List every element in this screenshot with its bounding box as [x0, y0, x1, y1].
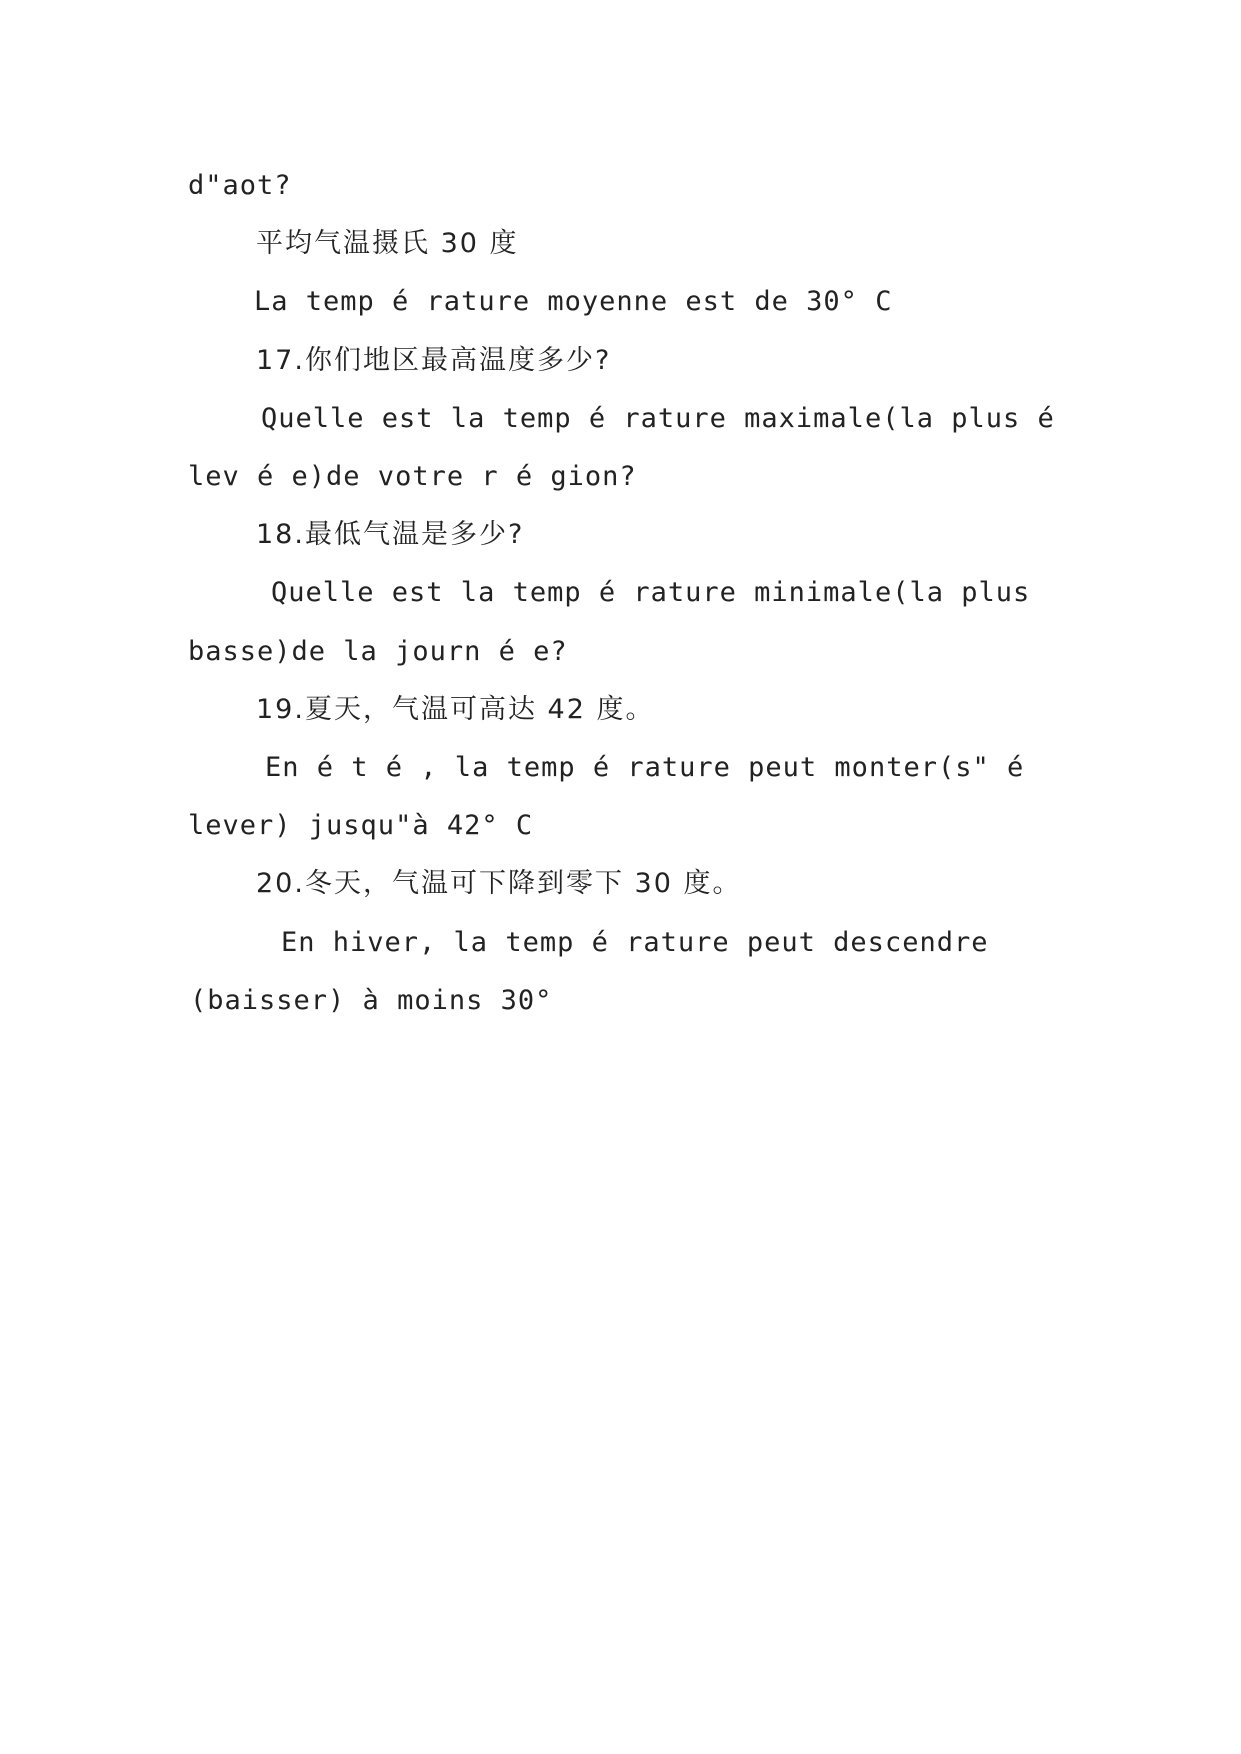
text-line: (baisser) à moins 30°	[190, 985, 553, 1016]
text-line: basse)de la journ é e?	[188, 636, 568, 667]
text-line: 18.最低气温是多少?	[256, 519, 525, 550]
text-line: Quelle est la temp é rature minimale(la plus	[271, 577, 1031, 608]
text-line: 20.冬天，气温可下降到零下 30 度。	[256, 868, 742, 899]
text-line: En hiver, la temp é rature peut descendre	[281, 927, 989, 958]
text-line: En é t é , la temp é rature peut monter(s" é	[265, 752, 1025, 783]
text-line: 平均气温摄氏 30 度	[256, 228, 519, 259]
text-line: Quelle est la temp é rature maximale(la plus é	[261, 403, 1055, 434]
text-line: lever) jusqu"à 42° C	[188, 810, 534, 841]
text-line: d"aot?	[188, 170, 292, 201]
text-line: 19.夏天，气温可高达 42 度。	[256, 694, 655, 725]
text-line: La temp é rature moyenne est de 30° C	[254, 286, 893, 317]
text-line: 17.你们地区最高温度多少?	[256, 345, 612, 376]
text-line: lev é e)de votre r é gion?	[188, 461, 637, 492]
